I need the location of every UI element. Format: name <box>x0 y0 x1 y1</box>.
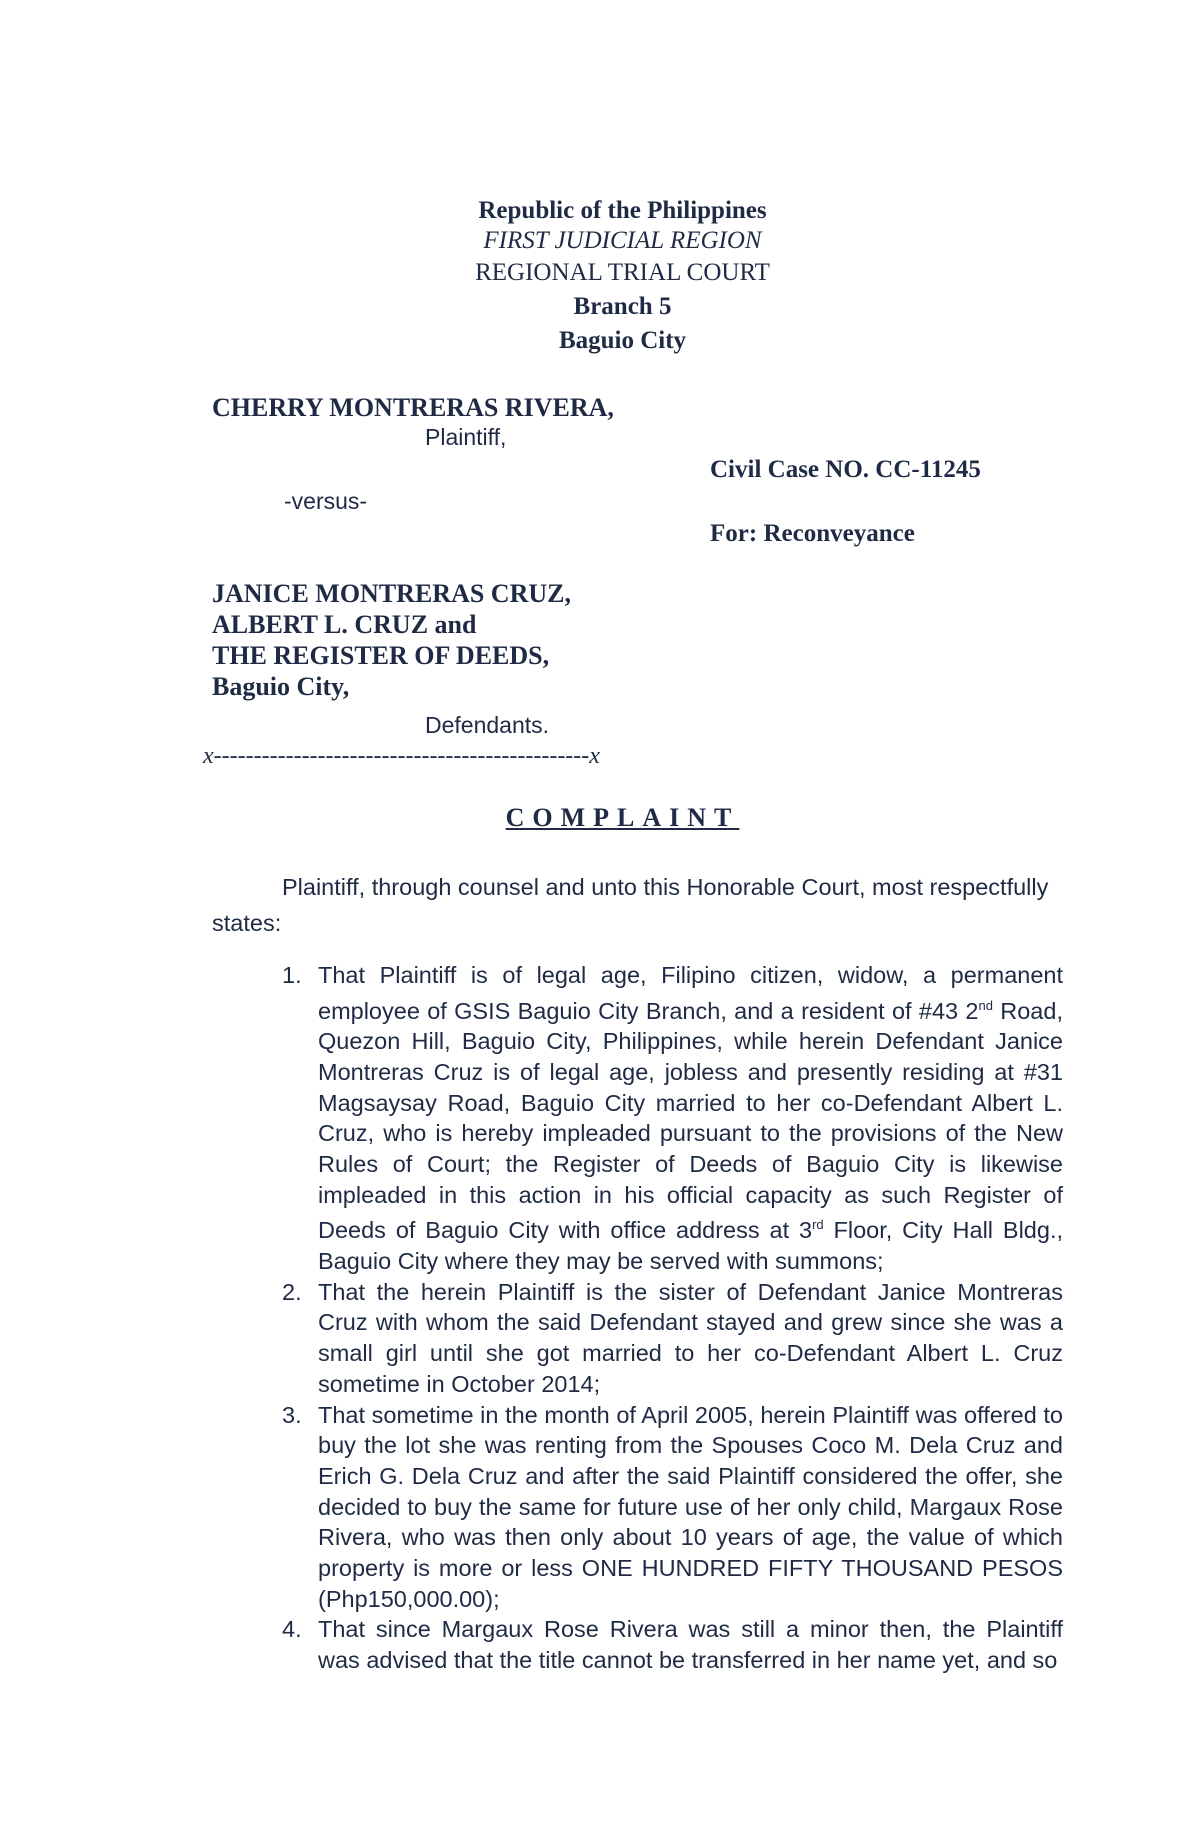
header-republic: Republic of the Philippines <box>478 197 767 224</box>
item-text: Road, Quezon Hill, Baguio City, Philippines, while herein Defendant Janice Montreras Cruz is of legal age, jobless and presently residing at #31 Magsaysay Road, Baguio City married to her co-Defendant Albert L. Cruz, who is hereby impleaded pursuant to the provisions of the New Rules of Court; the Register of Deeds of Baguio City is likewise impleaded in this action in his official capacity as such Register of Deeds of Baguio City with office address at 3 <box>318 997 1063 1244</box>
defendant-line: ALBERT L. CRUZ and <box>212 610 477 639</box>
header-branch: Branch 5 <box>573 293 672 320</box>
header-city: Baguio City <box>558 327 687 354</box>
header-judicial-region: FIRST JUDICIAL REGION <box>483 227 762 254</box>
plaintiff-name: CHERRY MONTRERAS RIVERA, <box>212 393 614 422</box>
caption-separator: x-----------------------------------------------x <box>203 743 600 769</box>
defendant-role: Defendants. <box>425 712 550 738</box>
intro-line: states: <box>212 910 282 936</box>
item-text: That since Margaux Rose Rivera was still a minor then, the Plaintiff was advised that the title cannot be transferred in her name yet, and so <box>318 1616 1063 1674</box>
item-number: 2. <box>282 1278 302 1305</box>
item-number: 4. <box>282 1616 302 1643</box>
allegations-list <box>282 960 1064 1676</box>
document-title: COMPLAINT <box>505 803 740 832</box>
item-superscript: rd <box>812 1217 824 1233</box>
case-for: For: Reconveyance <box>710 520 915 547</box>
item-text: Floor, City Hall Bldg., Baguio City where they may be served with summons; <box>318 1217 1064 1274</box>
list-item <box>282 1400 1063 1615</box>
item-superscript: nd <box>978 997 993 1013</box>
defendant-line: Baguio City, <box>212 672 350 701</box>
list-item <box>282 1277 1063 1400</box>
item-number: 3. <box>282 1401 302 1428</box>
item-number: 1. <box>282 962 302 988</box>
plaintiff-role: Plaintiff, <box>425 424 507 450</box>
defendant-line: JANICE MONTRERAS CRUZ, <box>212 579 571 608</box>
versus-label: -versus- <box>284 488 368 514</box>
item-text: That Plaintiff is of legal age, Filipino citizen, widow, a permanent employee of GSIS Baguio City Branch, and a resident of #43 2 <box>318 962 1063 1024</box>
defendant-line: THE REGISTER OF DEEDS, <box>212 641 550 670</box>
case-number: Civil Case NO. CC-11245 <box>710 456 981 483</box>
item-text: That the herein Plaintiff is the sister of Defendant Janice Montreras Cruz with whom the said Defendant stayed and grew since she was a small girl until she got married to her co-Defendant Albert L. Cruz sometime in October 2014; <box>318 1278 1063 1397</box>
list-item <box>282 1614 1063 1675</box>
header-court: REGIONAL TRIAL COURT <box>475 259 770 286</box>
intro-line: Plaintiff, through counsel and unto this Honorable Court, most respectfully <box>282 874 1049 900</box>
list-item <box>282 960 1064 1277</box>
item-text: That sometime in the month of April 2005, herein Plaintiff was offered to buy the lot she was renting from the Spouses Coco M. Dela Cruz and Erich G. Dela Cruz and after the said Plaintiff considered the offer, she decided to buy the same for future use of her only child, Margaux Rose Rivera, who was then only about 10 years of age, the value of which property is more or less ONE HUNDRED FIFTY THOUSAND PESOS (Php150,000.00); <box>318 1401 1063 1612</box>
